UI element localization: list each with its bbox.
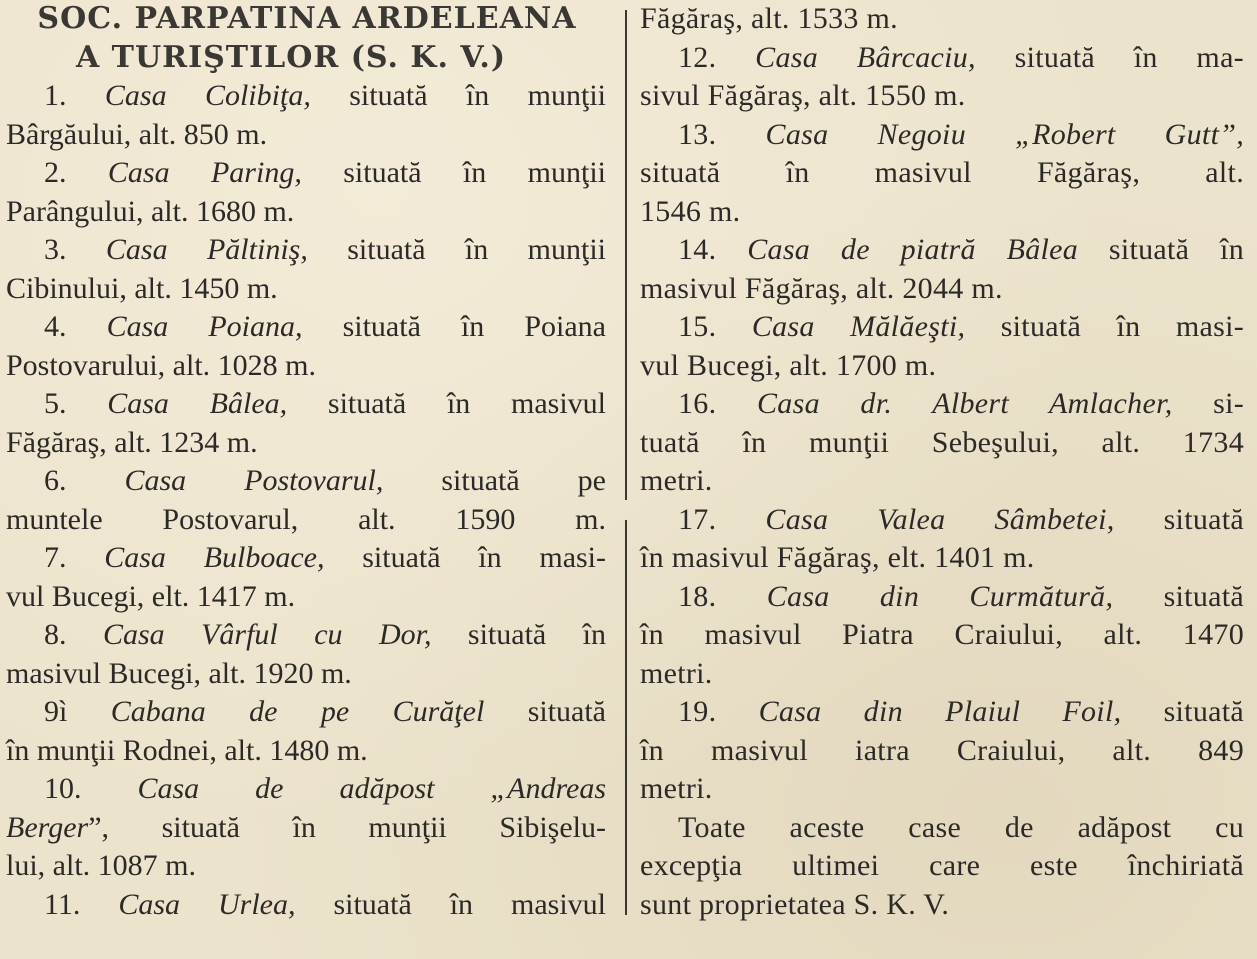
item-text: situată în munţii <box>301 156 606 189</box>
item-number: 2. <box>44 156 67 189</box>
item-number: 11. <box>44 887 81 921</box>
item-name: Casa din Curmătură, <box>766 579 1114 613</box>
list-item <box>6 886 606 925</box>
item-number: 15. <box>678 310 717 343</box>
item-text: ”, situată în munţii Sibişelu- <box>88 810 606 844</box>
item-name: Casa Bulboace, <box>104 541 325 574</box>
list-item <box>6 539 606 616</box>
item-name-continued: Berger <box>6 810 89 844</box>
list-item <box>640 116 1244 232</box>
item-name: Casa Bârcaciu, <box>755 40 976 74</box>
heading-line-2: A TURIŞTILOR (S. K. V.) <box>75 39 507 75</box>
item-name: Casa de piatră Bâlea <box>747 233 1079 266</box>
item-text: vul Bucegi, alt. 1700 m. <box>640 348 937 382</box>
item-name: Casa Vârful cu Dor, <box>102 618 432 651</box>
list-item <box>6 231 606 308</box>
item-text: situată în masi- <box>324 541 607 574</box>
item-text: situată în <box>431 618 606 651</box>
list-item <box>640 308 1244 385</box>
item-text: Postovarului, alt. 1028 m. <box>6 348 316 382</box>
item-number: 10. <box>44 772 82 805</box>
item-name: Casa Postovarul, <box>124 464 384 497</box>
item-text: în masivul Făgăraş, elt. 1401 m. <box>640 541 1035 574</box>
list-item <box>6 77 606 154</box>
list-item <box>6 770 606 886</box>
item-name: Casa din Plaiul Foil, <box>758 695 1122 728</box>
item-number: 17. <box>678 502 717 536</box>
item-name: Casa Păltiniş, <box>105 233 308 266</box>
item-text: situată <box>1114 502 1244 536</box>
list-item <box>640 39 1244 116</box>
item-number: 5. <box>44 387 67 420</box>
item-text: situată în munţii <box>310 79 606 112</box>
item-name: Casa de adăpost „Andreas <box>137 772 606 805</box>
column-divider <box>625 10 627 500</box>
item-number: 1. <box>44 79 67 112</box>
closing-line: sunt proprietatea S. K. V. <box>640 887 950 921</box>
item-text: în munţii Rodnei, alt. 1480 m. <box>6 733 368 767</box>
list-item <box>6 308 606 385</box>
item-text: muntele Postovarul, alt. 1590 m. <box>6 502 606 536</box>
item-name: Casa Poiana, <box>106 310 303 343</box>
item-text: situată în masivul <box>287 387 607 420</box>
item-number: 7. <box>44 541 67 574</box>
item-name: Casa Colibiţa, <box>104 79 311 112</box>
item-name: Cabana de pe Curăţel <box>110 695 485 728</box>
list-item <box>6 154 606 231</box>
item-text: masivul Făgăraş, alt. 2044 m. <box>640 271 1003 305</box>
item-number: 3. <box>44 233 67 266</box>
list-item <box>640 385 1244 501</box>
closing-line: Toate aceste case de adăpost cu <box>678 810 1244 844</box>
article-heading <box>6 0 606 77</box>
list-item <box>640 693 1244 809</box>
item-text: metri. <box>640 656 713 690</box>
item-text: Făgăraş, alt. 1533 m. <box>640 2 898 35</box>
left-column <box>6 0 606 924</box>
item-text: în masivul Piatra Craiului, alt. 1470 <box>640 618 1244 651</box>
item-text: situată pe <box>383 464 606 497</box>
item-name: Casa Bâlea, <box>107 387 288 420</box>
item-text: vul Bucegi, elt. 1417 m. <box>6 579 296 613</box>
column-divider <box>625 520 627 915</box>
item-text: situată în <box>1078 233 1244 266</box>
list-item <box>640 578 1244 694</box>
item-text: lui, alt. 1087 m. <box>6 849 196 882</box>
list-item <box>6 693 606 770</box>
item-text: Cibinului, alt. 1450 m. <box>6 271 278 305</box>
closing-paragraph <box>640 809 1244 925</box>
item-text: Făgăraş, alt. 1234 m. <box>6 425 258 459</box>
item-text: si- <box>1172 387 1244 420</box>
list-item <box>6 462 606 539</box>
item-name: Casa Urlea, <box>118 887 296 921</box>
item-text: Parângului, alt. 1680 m. <box>6 194 295 228</box>
item-text: situată în masivul <box>295 887 607 921</box>
list-item-continuation <box>640 0 1244 39</box>
item-number: 13. <box>678 117 717 151</box>
item-text: 1546 m. <box>640 194 741 228</box>
item-name: Casa Mălăeşti, <box>751 310 966 343</box>
item-text: situată <box>484 695 606 728</box>
list-item <box>640 231 1244 308</box>
item-text: situată în masivul Făgăraş, alt. <box>640 156 1244 189</box>
item-text: tuată în munţii Sebeşului, alt. 1734 <box>640 425 1244 459</box>
item-number: 8. <box>44 618 67 651</box>
item-text: situată în munţii <box>307 233 606 266</box>
item-number: 19. <box>678 695 717 728</box>
right-column <box>640 0 1244 924</box>
item-name: Casa Valea Sâmbetei, <box>765 502 1115 536</box>
item-text: situată în masi- <box>965 310 1244 343</box>
item-text: metri. <box>640 464 713 497</box>
item-name: Casa Negoiu „Robert Gutt”, <box>765 117 1244 151</box>
item-text: situată în Poiana <box>302 310 607 343</box>
item-number: 9ì <box>44 695 68 728</box>
item-text: situată în ma- <box>975 40 1244 74</box>
item-number: 12. <box>678 40 717 74</box>
item-text: în masivul iatra Craiului, alt. 849 <box>640 733 1244 767</box>
item-text: sivul Făgăraş, alt. 1550 m. <box>640 79 966 112</box>
item-number: 4. <box>44 310 67 343</box>
list-item <box>640 501 1244 578</box>
item-number: 6. <box>44 464 67 497</box>
item-number: 14. <box>678 233 717 266</box>
item-text: masivul Bucegi, alt. 1920 m. <box>6 656 352 690</box>
closing-line: excepţia ultimei care este închiriată <box>640 849 1244 882</box>
item-name: Casa Paring, <box>107 156 302 189</box>
item-text: situată <box>1121 695 1244 728</box>
item-number: 18. <box>678 579 717 613</box>
item-text: situată <box>1113 579 1244 613</box>
heading-line-1: SOC. PARPATINA ARDELEANA <box>37 1 577 36</box>
list-item <box>6 385 606 462</box>
item-text: Bârgăului, alt. 850 m. <box>6 117 268 151</box>
item-text: metri. <box>640 772 713 805</box>
item-name: Casa dr. Albert Amlacher, <box>756 387 1173 420</box>
item-number: 16. <box>678 387 717 420</box>
list-item <box>6 616 606 693</box>
